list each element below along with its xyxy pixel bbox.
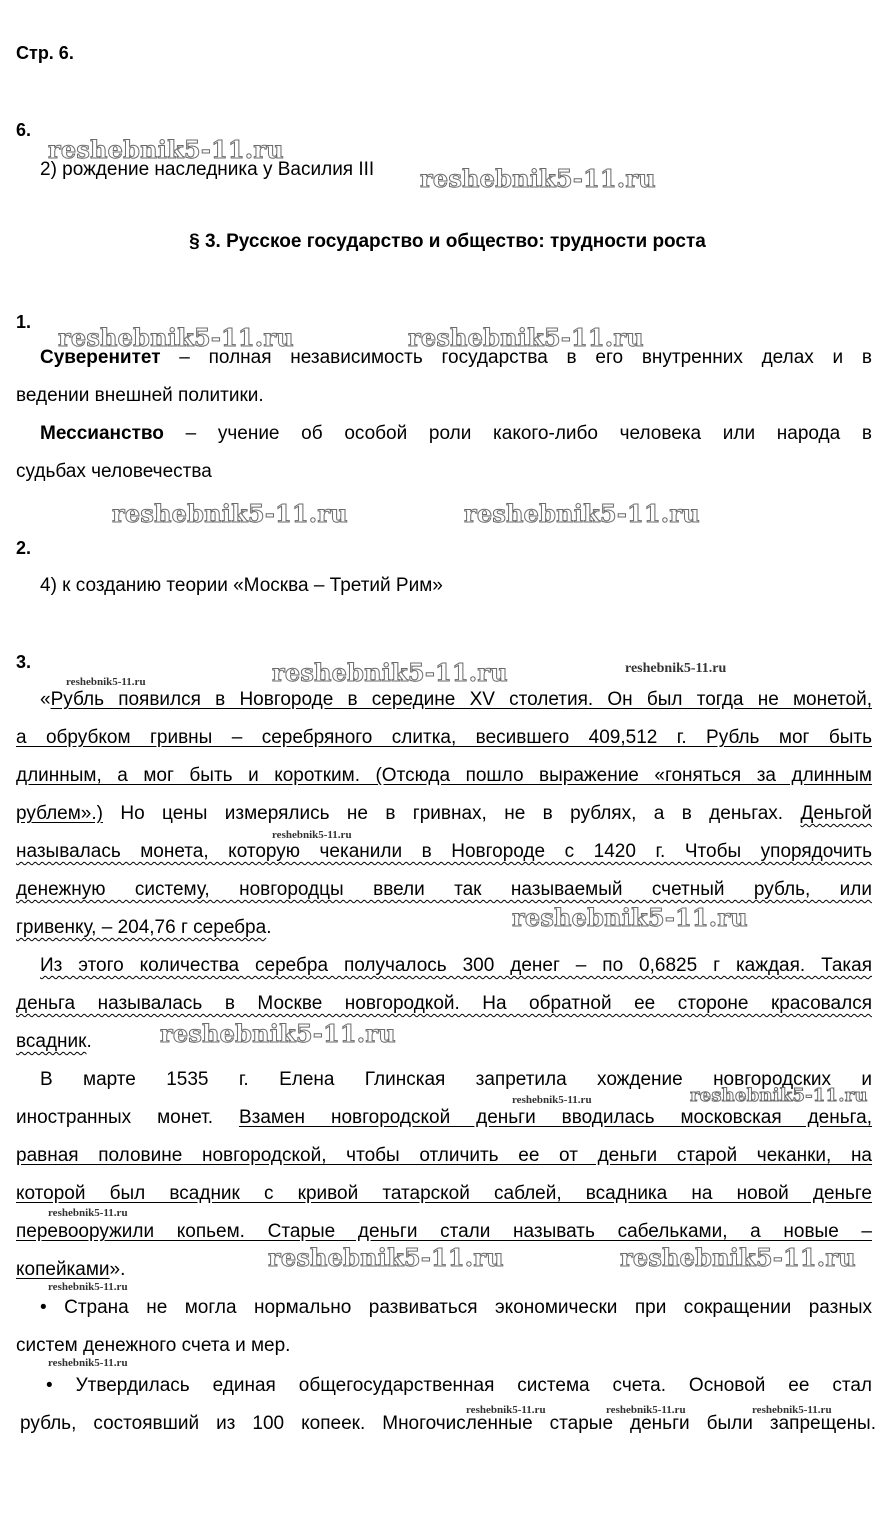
watermark: reshebnik5-11.ru [272, 658, 508, 687]
definition-text: – учение об особой роли какого-либо человека или народа в [163, 423, 872, 444]
watermark: reshebnik5-11.ru [48, 135, 284, 164]
term-sovereignty: Суверенитет [40, 347, 161, 368]
task-number-1: 1. [16, 312, 32, 332]
term-messianism: Мессианство [40, 423, 164, 444]
quote-open: « [40, 689, 51, 710]
quote-p1-line2: а обрубком гривны – серебряного слитка, весившего 409,512 г. Рубль мог быть [16, 727, 872, 748]
plain-text: иностранных монет. [16, 1107, 239, 1128]
task-number-2: 2. [16, 538, 32, 558]
watermark: reshebnik5-11.ru [48, 1281, 128, 1293]
watermark: reshebnik5-11.ru [625, 661, 727, 676]
quote-p2-line2: деньга называлась в Москве новгородкой. На обратной ее стороне красовался [16, 993, 872, 1014]
quote-p1-line7 [16, 916, 271, 940]
task-number-6: 6. [16, 120, 32, 140]
bullet-2-line2: рубль, состоявший из 100 копеек. Многочисленные старые деньги были запрещены. [20, 1413, 876, 1434]
watermark: reshebnik5-11.ru [466, 1404, 546, 1416]
watermark: reshebnik5-11.ru [512, 903, 748, 932]
bullet-2-line1: • Утвердилась единая общегосударственная система счета. Основой ее стал [46, 1375, 872, 1396]
quote-p1-line6: денежную систему, новгородцы ввели так называемый счетный рубль, или [16, 879, 872, 900]
quote-p1-line1 [40, 688, 872, 712]
task-number-3: 3. [16, 652, 32, 672]
watermark: reshebnik5-11.ru [408, 323, 644, 352]
section-heading: § 3. Русское государство и общество: трудности роста [189, 231, 706, 252]
quote-p3-line2 [16, 1106, 872, 1130]
page-label: Стр. 6. [16, 43, 74, 63]
quote-p2-line3 [16, 1030, 92, 1054]
watermark: reshebnik5-11.ru [512, 1094, 592, 1106]
watermark: reshebnik5-11.ru [58, 323, 294, 352]
answer-6: 2) рождение наследника у Василия III [40, 159, 375, 180]
bullet-1-line2: систем денежного счета и мер. [16, 1335, 291, 1356]
quote-p1-line3: длинным, а мог быть и коротким. (Отсюда пошло выражение «гоняться за длинным [16, 765, 872, 786]
quote-p3-line4: которой был всадник с кривой татарской саблей, всадника на новой деньге [16, 1183, 872, 1204]
bullet-1-line1: • Страна не могла нормально развиваться экономически при сокращении разных [40, 1297, 872, 1318]
watermark: reshebnik5-11.ru [48, 1207, 128, 1219]
underlined-text: Рубль появился в Новгороде в середине XV столетия. Он был тогда не монетой, [50, 689, 872, 710]
underlined-text: Взамен новгородской деньги вводилась московская деньга, [238, 1107, 872, 1128]
watermark: reshebnik5-11.ru [690, 1085, 868, 1106]
answer-2: 4) к созданию теории «Москва – Третий Рим» [40, 575, 443, 596]
quote-p3-line5: перевооружили копьем. Старые деньги стали называть сабельками, а новые – [16, 1221, 872, 1242]
watermark: reshebnik5-11.ru [272, 829, 352, 841]
wavy-text: Деньгой [800, 803, 872, 824]
definition-messianism-line1 [40, 422, 872, 446]
watermark: reshebnik5-11.ru [160, 1019, 396, 1048]
watermark: reshebnik5-11.ru [48, 1357, 128, 1369]
quote-p3-line6 [16, 1258, 125, 1282]
underlined-text: рублем».) [16, 803, 103, 824]
definition-sovereignty-line1 [40, 346, 872, 370]
watermark: reshebnik5-11.ru [420, 164, 656, 193]
quote-p1-line4 [16, 802, 872, 826]
watermark: reshebnik5-11.ru [620, 1243, 856, 1272]
plain-text: ». [109, 1259, 126, 1280]
quote-p3-line3: равная половине новгородской, чтобы отличить ее от деньги старой чеканки, на [16, 1145, 872, 1166]
definition-text: – полная независимость государства в его внутренних делах и в [160, 347, 872, 368]
wavy-text: гривенку, – 204,76 г серебра [16, 917, 267, 938]
plain-text: . [266, 917, 272, 938]
watermark: reshebnik5-11.ru [464, 499, 700, 528]
underlined-text: копейками [16, 1259, 110, 1280]
quote-p3-line1: В марте 1535 г. Елена Глинская запретила хождение новгородских и [40, 1069, 872, 1090]
watermark: reshebnik5-11.ru [112, 499, 348, 528]
plain-text: . [86, 1031, 92, 1052]
quote-p1-line5: называлась монета, которую чеканили в Новгороде с 1420 г. Чтобы упорядочить [16, 841, 872, 862]
wavy-text: всадник [16, 1031, 87, 1052]
watermark: reshebnik5-11.ru [606, 1404, 686, 1416]
definition-messianism-line2: судьбах человечества [16, 461, 212, 482]
quote-p2-line1: Из этого количества серебра получалось 300 денег – по 0,6825 г каждая. Такая [40, 955, 872, 976]
definition-sovereignty-line2: ведении внешней политики. [16, 385, 264, 406]
plain-text: Но цены измерялись не в гривнах, не в рублях, а в деньгах. [102, 803, 801, 824]
watermark: reshebnik5-11.ru [66, 676, 146, 688]
watermark: reshebnik5-11.ru [752, 1404, 832, 1416]
watermark: reshebnik5-11.ru [268, 1243, 504, 1272]
